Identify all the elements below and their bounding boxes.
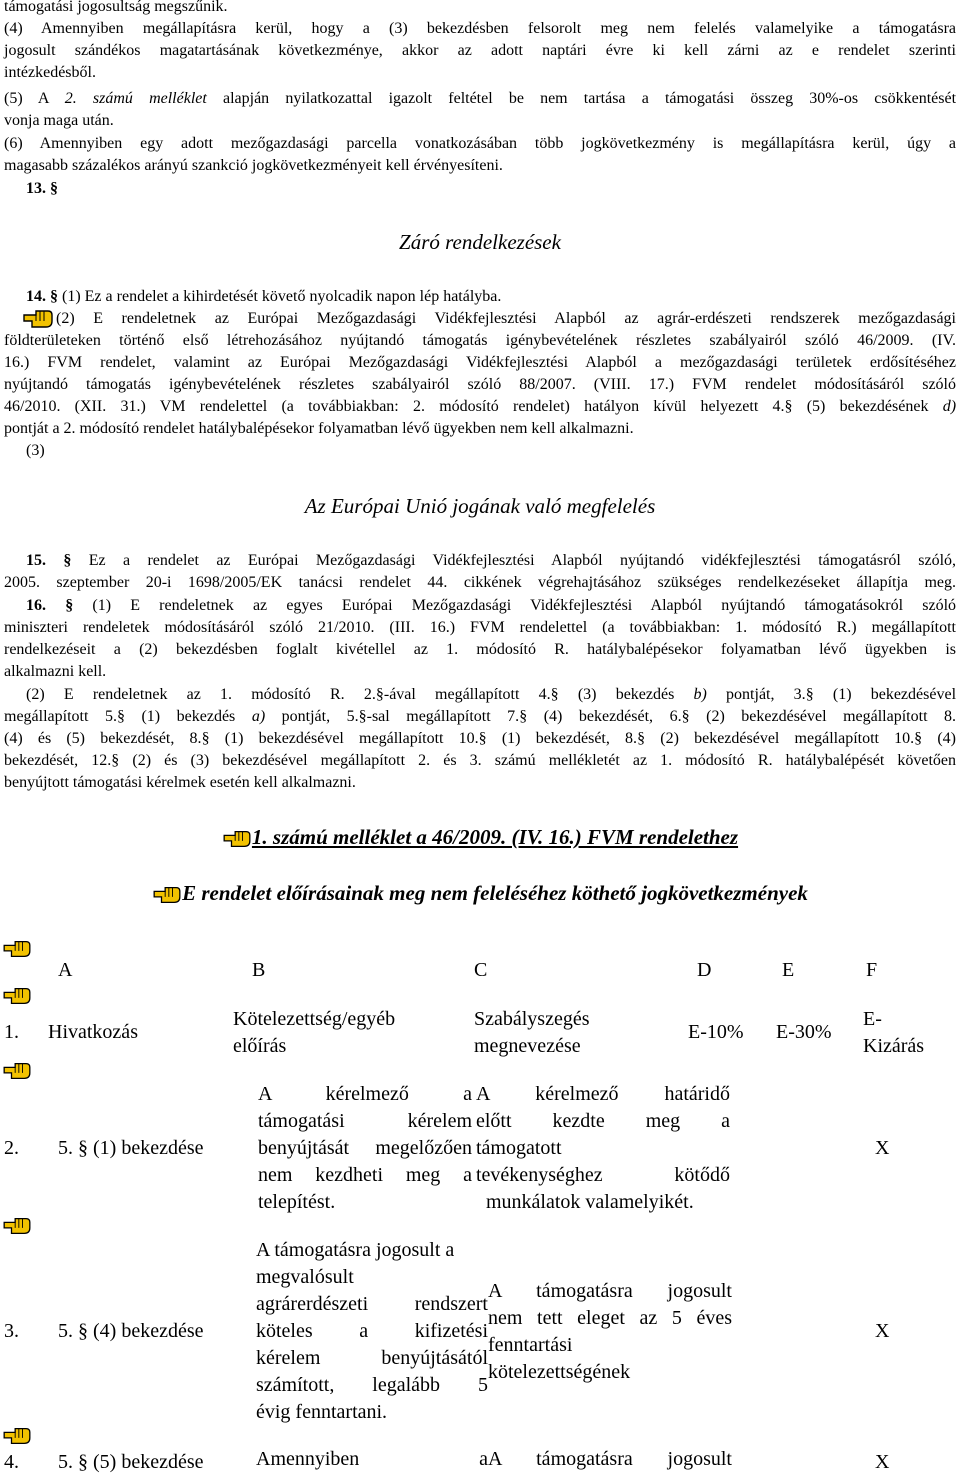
row-3-obligation-line: számított, legalább 5 (256, 1374, 488, 1396)
header-kotelezettseg-line-1: Kötelezettség/egyéb (233, 1008, 396, 1030)
pointing-hand-icon[interactable] (2, 938, 32, 960)
col-letter-d: D (697, 959, 712, 981)
s16-2-text: (4) (922, 730, 957, 747)
header-e-kizaras-line-1: E- (863, 1008, 882, 1030)
s16-2-text: pontját, 3. (706, 686, 806, 703)
row-2-obligation-line: benyújtását megelőzően (258, 1137, 472, 1159)
section-16-text: (1) E rendeletnek az egyes Európai Mezőgazdasági Vidékfejlesztési Alapból nyújtandó támogatásokról szóló (73, 597, 957, 614)
header-e10: E-10% (688, 1021, 744, 1043)
col-letter-f: F (866, 959, 878, 981)
section-16-2-line-5: benyújtott támogatási kérelmek esetén kell alkalmazni. (4, 774, 356, 791)
section-16-line-4: alkalmazni kell. (4, 663, 107, 680)
section-16-2-line-3 (4, 728, 956, 750)
section-14-2-line-2: földterületeken történő első létrehozásához nyújtandó támogatás igénybevételének részletes szabályairól szóló 46/2009. (IV. (4, 332, 956, 349)
pointing-hand-icon[interactable] (152, 884, 182, 906)
section-15-line-1 (26, 550, 956, 572)
section-sign: § (805, 686, 814, 703)
section-sign: § (375, 686, 384, 703)
row-2-obligation-line: A kérelmező a (258, 1083, 472, 1105)
row-2-violation-line: munkálatok valamelyikét. (486, 1191, 694, 1213)
ref-text: 5. (58, 1137, 78, 1159)
section-16-2-line-2 (4, 706, 956, 728)
row-3-violation-line: nem tett eleget az 5 éves (488, 1307, 732, 1329)
pointing-hand-icon[interactable] (2, 1425, 32, 1447)
section-15-number: 15. (26, 552, 64, 569)
paragraph-5-line-1 (4, 88, 956, 110)
row-3-violation (488, 1278, 732, 1386)
row-1-number: 1. (4, 1021, 19, 1043)
section-sign: § (784, 398, 793, 415)
section-sign: § (201, 730, 210, 747)
row-4-exclusion-mark: X (875, 1451, 890, 1473)
col-letter-e: E (782, 959, 795, 981)
section-14-2-line-5 (4, 396, 956, 418)
pointing-hand-icon[interactable] (22, 307, 54, 331)
section-15-line-2: 2005. szeptember 20-i 1698/2005/EK tanácsi rendelet 44. cikkének végrehajtásához szükséges rendelkezéseket állapítja meg. (4, 574, 956, 591)
header-szabalyszeges-line-2: megnevezése (474, 1035, 581, 1057)
col-letter-a: A (58, 959, 73, 981)
row-3-exclusion-mark: X (875, 1320, 890, 1342)
section-sign: § (519, 708, 528, 725)
row-2-violation-line: A kérelmező határidő (476, 1083, 730, 1105)
paragraph-4-line-2: jogosult szándékos magatartásának következménye, akkor az adott naptári évre ki kell zárni az e rendelet szerinti (4, 42, 956, 59)
row-2-exclusion-mark: X (875, 1137, 890, 1159)
row-3-obligation-line: évig fenntartani. (256, 1401, 388, 1423)
paragraph-5-prefix: (5) A (4, 90, 65, 107)
s16-2-text: (1) bekezdésével megállapított 10. (209, 730, 479, 747)
s16-2-text: pontját, 5. (265, 708, 359, 725)
point-a: a) (251, 708, 266, 725)
section-sign: § (78, 1451, 88, 1473)
pointing-hand-icon[interactable] (2, 1060, 32, 1082)
pointing-hand-icon[interactable] (2, 1215, 32, 1237)
col-letter-c: C (474, 959, 488, 981)
s16-2-text: -ával megállapított 4. (383, 686, 551, 703)
section-sign: § (116, 708, 125, 725)
header-hivatkozas: Hivatkozás (48, 1021, 138, 1043)
section-sign: § (111, 752, 120, 769)
section-sign: § (78, 1137, 88, 1159)
section-14-text: (1) Ez a rendelet a kihirdetését követő nyolcadik napon lép hatályba. (58, 288, 502, 305)
section-14-line (26, 286, 960, 308)
section-13 (26, 178, 960, 200)
section-16-2-line-4 (4, 750, 956, 772)
row-2-obligation-line: nem kezdheti meg a (258, 1164, 472, 1186)
header-e-kizaras-line-2: Kizárás (863, 1035, 925, 1057)
row-2-violation-line: támogatott (476, 1137, 562, 1159)
row-4-violation: A támogatásra jogosult (488, 1448, 732, 1470)
pointing-hand-icon[interactable] (222, 828, 252, 850)
s16-2-text: bekezdését, 12. (4, 752, 112, 769)
header-szabalyszeges-line-1: Szabályszegés (474, 1008, 590, 1030)
row-3-obligation-line: agrárerdészeti rendszert (256, 1293, 488, 1315)
row-2-obligation (258, 1081, 472, 1216)
annex-title-block (0, 824, 960, 850)
row-4-reference (58, 1449, 204, 1476)
s16-2-text: -sal megállapított 7. (366, 708, 520, 725)
section-14-2-line-4: nyújtandó támogatás igénybevételének részletes szabályairól szóló 88/2007. (VIII. 17.) FVM rendelet módosításáról szóló (4, 376, 956, 393)
section-sign: § (637, 730, 646, 747)
paragraph-6-line-2: magasabb százalékos arányú szankció jogkövetkezményeit kell érvényesíteni. (4, 157, 503, 174)
s16-2-text: megállapított 5. (4, 708, 117, 725)
row-2-violation-line: tevékenységhez kötődő (476, 1164, 730, 1186)
section-16-line-3: rendelkezéseit a (2) bekezdésben foglalt kivétellel az 1. módosító R. hatálybalépésekor folyamatban lévő ügyekben is (4, 641, 956, 658)
s16-2-text: (2) E rendeletnek az 1. módosító R. 2. (26, 686, 376, 703)
row-3-obligation-line: megvalósult (256, 1266, 354, 1288)
paragraph-4-line-1: (4) Amennyiben megállapításra kerül, hogy a (3) bekezdésben felsorolt meg nem felelés valamelyike a támogatásra (4, 20, 956, 37)
section-14-2-line-1: (2) E rendeletnek az Európai Mezőgazdasági Vidékfejlesztési Alapból az agrár-erdészeti rendszerek mezőgazdasági (56, 310, 956, 327)
s16-2-text: (1) bekezdés (124, 708, 252, 725)
section-sign: § (65, 597, 74, 614)
s16-2-text: (4) bekezdését, 6. (527, 708, 682, 725)
row-3-obligation-line: kérelem benyújtásától (256, 1347, 488, 1369)
section-15-text: Ez a rendelet az Európai Mezőgazdasági Vidékfejlesztési Alapból nyújtandó vidékfejlesztési támogatásról szóló, (71, 552, 957, 569)
row-3-reference (58, 1318, 204, 1345)
section-16-line-1 (26, 595, 956, 617)
ref-text: (1) bekezdése (88, 1137, 204, 1159)
point-d: d) (942, 398, 957, 415)
section-sign: § (914, 730, 923, 747)
s16-2-text: (2) és (3) bekezdésével megállapított 2. és 3. számú mellékletét az 1. módosító R. hatálybalépését követően (119, 752, 957, 769)
header-e30: E-30% (776, 1021, 832, 1043)
paragraph-4-line-3: intézkedésből. (4, 64, 96, 81)
paragraph-5-line-2: vonja maga után. (4, 112, 114, 129)
row-2-violation (476, 1081, 730, 1216)
pointing-hand-icon[interactable] (2, 985, 32, 1007)
section-14-3: (3) (26, 442, 45, 459)
annex-subtitle: E rendelet előírásainak meg nem feleléséhez köthető jogkövetkezmények (182, 881, 808, 905)
section-sign: § (681, 708, 690, 725)
s16-2-text: (2) bekezdésével megállapított 8. (689, 708, 957, 725)
section-14-2-line-3: 16.) FVM rendelet, valamint az Európai Mezőgazdasági Vidékfejlesztési Alapból a mezőgazdasági területek erdősítéséhez (4, 354, 956, 371)
col-letter-b: B (252, 959, 266, 981)
section-14-2-text: 46/2010. (XII. 31.) VM rendelettel (a továbbiakban: 2. módosító rendelet) hatályon kívül helyezett 4. (4, 398, 785, 415)
s16-2-text: (4) és (5) bekezdését, 8. (4, 730, 202, 747)
section-14-2-text: (5) bekezdésének (792, 398, 943, 415)
s16-2-text: (2) bekezdésével megállapított 10. (645, 730, 915, 747)
row-4-obligation: Amennyiben a (256, 1448, 488, 1470)
row-2-violation-line: előtt kezdte meg a (476, 1110, 730, 1132)
annex-title[interactable]: 1. számú melléklet a 46/2009. (IV. 16.) FVM rendelethez (251, 825, 739, 849)
row-3-number: 3. (4, 1320, 19, 1342)
row-2-obligation-line: telepítést. (258, 1191, 336, 1213)
s16-2-text: (1) bekezdését, 8. (486, 730, 638, 747)
s16-2-text: (3) bekezdés (558, 686, 694, 703)
row-2-number: 2. (4, 1137, 19, 1159)
ref-text: 5. (58, 1320, 78, 1342)
section-sign: § (550, 686, 559, 703)
section-sign: § (63, 552, 72, 569)
ref-text: 5. (58, 1451, 78, 1473)
section-16-2-line-1 (26, 684, 956, 706)
point-b: b) (693, 686, 707, 703)
ref-text: (5) bekezdése (88, 1451, 204, 1473)
header-kotelezettseg-line-2: előírás (233, 1035, 287, 1057)
ref-text: (4) bekezdése (88, 1320, 204, 1342)
paragraph-6-line-1: (6) Amennyiben egy adott mezőgazdasági parcella vonatkozásában több jogkövetkezmény is megállapításra kerül, úgy a (4, 135, 956, 152)
section-13-number: 13. (26, 180, 50, 197)
row-3-obligation-line: köteles a kifizetési (256, 1320, 488, 1342)
annex-subtitle-block (0, 880, 960, 906)
section-sign: § (358, 708, 367, 725)
paragraph-5-text: alapján nyilatkozattal igazolt feltétel be nem tartása a támogatási összeg 30%-os csökkentését (206, 90, 957, 107)
row-3-obligation (256, 1237, 488, 1426)
row-2-reference (58, 1135, 204, 1162)
section-sign: § (78, 1320, 88, 1342)
row-4-number: 4. (4, 1451, 19, 1473)
row-3-violation-line: kötelezettségének (488, 1361, 631, 1383)
row-3-obligation-line: A támogatásra jogosult a (256, 1239, 455, 1261)
annex-2-link[interactable]: 2. számú melléklet (64, 90, 207, 107)
section-14-2-line-6: pontját a 2. módosító rendelet hatálybalépésekor folyamatban lévő ügyekben nem kell alkalmazni. (4, 420, 634, 437)
s16-2-text: (1) bekezdésével (813, 686, 957, 703)
prev-paragraph-tail: támogatási jogosultság megszűnik. (4, 0, 228, 15)
heading-eu-megfeleles: Az Európai Unió jogának való megfelelés (304, 494, 656, 518)
section-16-line-2: miniszteri rendeletek módosításáról szóló 21/2010. (III. 16.) FVM rendelettel (a továbbiakban: 1. módosító R.) megállapított (4, 619, 956, 636)
heading-zaro-rendelkezesek: Záró rendelkezések (399, 230, 561, 254)
row-2-obligation-line: támogatási kérelem (258, 1110, 472, 1132)
row-3-violation-line: A támogatásra jogosult (488, 1280, 732, 1302)
section-sign: § (50, 288, 58, 305)
section-sign: § (478, 730, 487, 747)
row-3-violation-line: fenntartási (488, 1334, 573, 1356)
section-14-number: 14. (26, 288, 50, 305)
section-16-number: 16. (26, 597, 66, 614)
section-sign: § (50, 180, 58, 197)
